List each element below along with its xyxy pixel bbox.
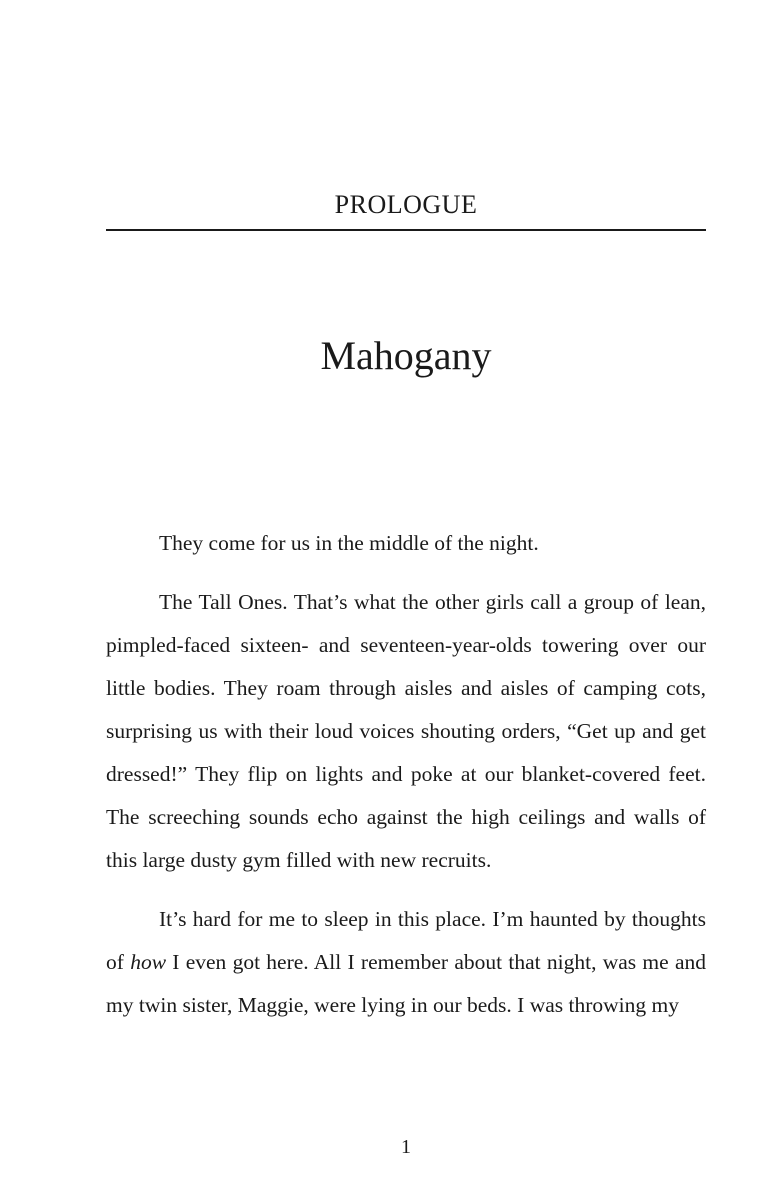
paragraph: The Tall Ones. That’s what the other girls call a group of lean, pimpled-faced sixteen- and seventeen-year-olds towering over our little bodies. They roam through aisles and aisles of camping cots, surprising us with their loud voices shouting orders, “Get up and get dressed!” They flip on lights and poke at our blanket-covered feet. The screeching sounds echo against the high ceilings and walls of this large dusty gym filled with new recruits. [106, 590, 706, 872]
paragraph: They come for us in the middle of the night. [159, 531, 539, 555]
chapter-title: Mahogany [320, 333, 492, 378]
emphasis-text: how [130, 950, 167, 974]
body-text [106, 522, 706, 1043]
paragraph [106, 898, 706, 1027]
chapter-label: PROLOGUE [334, 190, 478, 219]
paragraph-text: It’s hard for me to sleep in this place. I’m haunted by thoughts of [106, 907, 706, 974]
heading-rule [106, 229, 706, 231]
page-number: 1 [401, 1136, 411, 1158]
paragraph-text: I even got here. All I remember about that night, was me and my twin sister, Maggie, were lying in our beds. I was throwing my [106, 950, 706, 1017]
